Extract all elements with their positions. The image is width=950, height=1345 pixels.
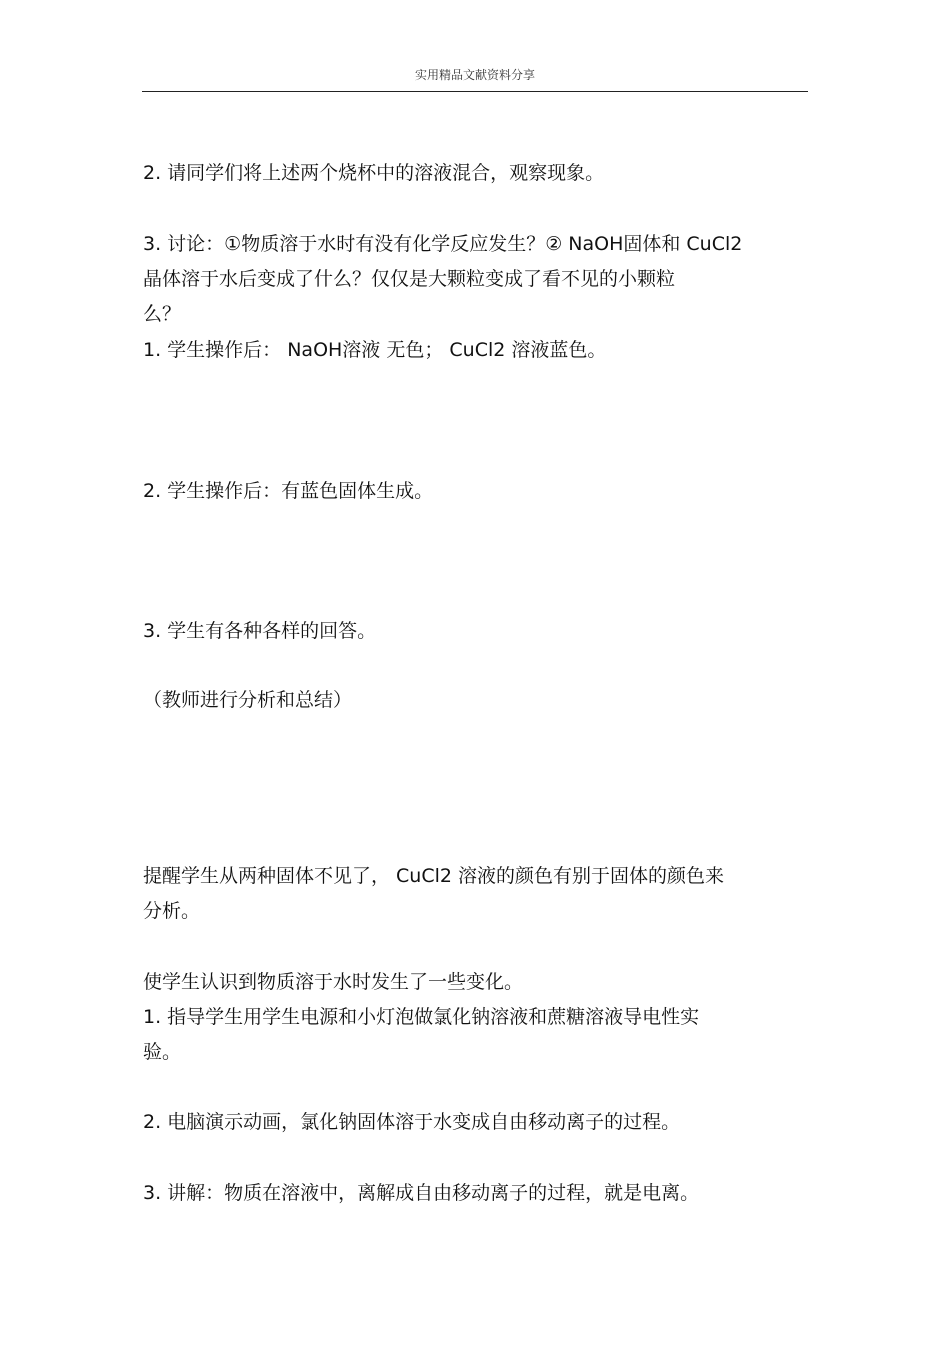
paragraph-explanation: 3. 讲解：物质在溶液中，离解成自由移动离子的过程，就是电离。 xyxy=(143,1182,700,1204)
paragraph-guide-experiment-line1: 1. 指导学生用学生电源和小灯泡做氯化钠溶液和蔗糖溶液导电性实 xyxy=(143,1006,700,1028)
page-header-title: 实用精品文献资料分享 xyxy=(414,68,535,82)
paragraph-computer-animation: 2. 电脑演示动画，氯化钠固体溶于水变成自由移动离子的过程。 xyxy=(143,1111,681,1133)
paragraph-step3-discussion-line3: 么？ xyxy=(143,303,182,325)
paragraph-reminder-line1: 提醒学生从两种固体不见了， CuCl2 溶液的颜色有别于固体的颜色来 xyxy=(143,865,725,887)
paragraph-guide-experiment-line2: 验。 xyxy=(143,1041,182,1063)
paragraph-student-result3: 3. 学生有各种各样的回答。 xyxy=(143,620,377,642)
paragraph-student-result1: 1. 学生操作后： NaOH溶液 无色； CuCl2 溶液蓝色。 xyxy=(143,339,607,361)
paragraph-step3-discussion-line2: 晶体溶于水后变成了什么？仅仅是大颗粒变成了看不见的小颗粒 xyxy=(143,268,676,290)
paragraph-awareness: 使学生认识到物质溶于水时发生了一些变化。 xyxy=(143,971,524,993)
paragraph-teacher-analysis: （教师进行分析和总结） xyxy=(143,689,353,711)
paragraph-reminder-line2: 分析。 xyxy=(143,900,201,922)
header-divider xyxy=(142,91,808,92)
paragraph-step3-discussion-line1: 3. 讨论：①物质溶于水时有没有化学反应发生？② NaOH固体和 CuCl2 xyxy=(143,233,743,255)
paragraph-step2-mix: 2. 请同学们将上述两个烧杯中的溶液混合，观察现象。 xyxy=(143,162,605,184)
paragraph-student-result2: 2. 学生操作后：有蓝色固体生成。 xyxy=(143,480,434,502)
